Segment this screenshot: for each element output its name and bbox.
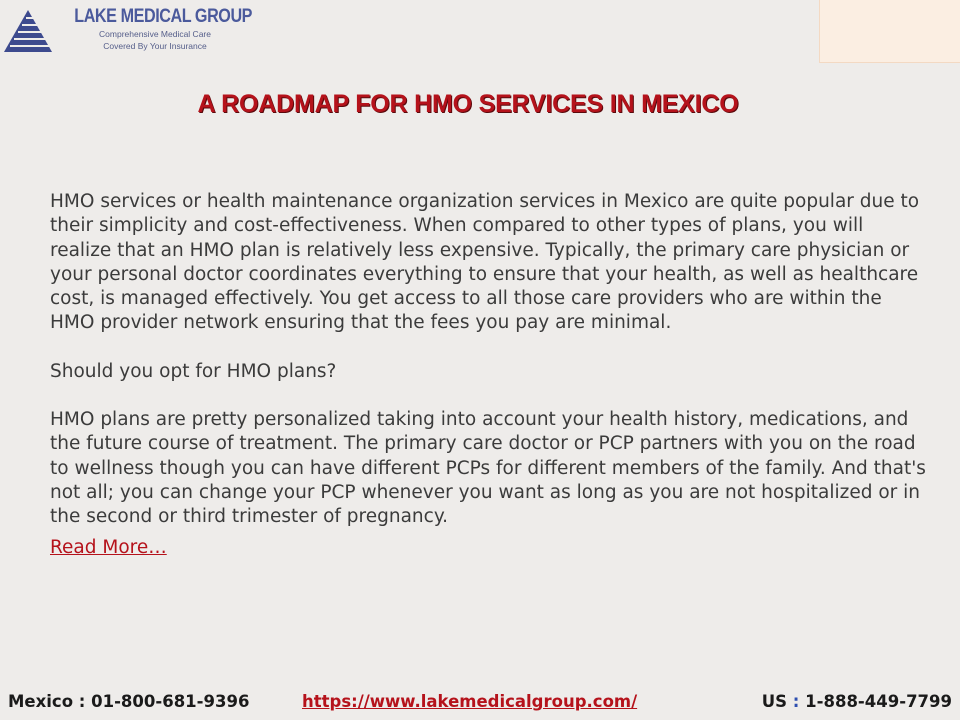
- logo-tagline-1: Comprehensive Medical Care: [99, 29, 211, 39]
- us-separator: :: [792, 692, 800, 711]
- website-link[interactable]: https://www.lakemedicalgroup.com/: [302, 692, 638, 711]
- logo-name: LAKE MEDICAL GROUP: [74, 6, 253, 27]
- logo-tagline-2: Covered By Your Insurance: [103, 41, 207, 51]
- footer: [0, 690, 960, 716]
- read-more-link[interactable]: Read More…: [50, 536, 167, 558]
- us-phone: [762, 692, 952, 711]
- paragraph-intro: HMO services or health maintenance organization services in Mexico are quite popular due to their simplicity and cost-effectiveness. When compared to other types of plans, you will realize that an HMO plan is relatively less expensive. Typically, the primary care physician or your personal doctor coordinates everything to ensure that your health, as well as healthcare cost, is managed effectively. You get access to all those care providers who are within the HMO provider network ensuring that the fees you pay are minimal.: [50, 191, 920, 334]
- corner-decoration: [819, 0, 960, 63]
- us-number: 1-888-449-7799: [805, 692, 952, 711]
- logo-text: [60, 6, 253, 52]
- page-title: A ROADMAP FOR HMO SERVICES IN MEXICO: [197, 90, 739, 118]
- company-logo: [0, 0, 253, 62]
- paragraph-details: HMO plans are pretty personalized taking into account your health history, medications, and the future course of treatment. The primary care doctor or PCP partners with you on the road to wellness though you can have different PCPs for different members of the family. And that's not all; you can change your PCP whenever you want as long as you are not hospitalized or in the second or third trimester of pregnancy.: [50, 409, 926, 528]
- us-label: US: [761, 692, 788, 711]
- pyramid-logo-icon: [2, 8, 54, 56]
- article-body: [50, 190, 930, 560]
- paragraph-question: Should you opt for HMO plans?: [50, 360, 337, 382]
- mexico-phone: Mexico : 01-800-681-9396: [8, 692, 250, 711]
